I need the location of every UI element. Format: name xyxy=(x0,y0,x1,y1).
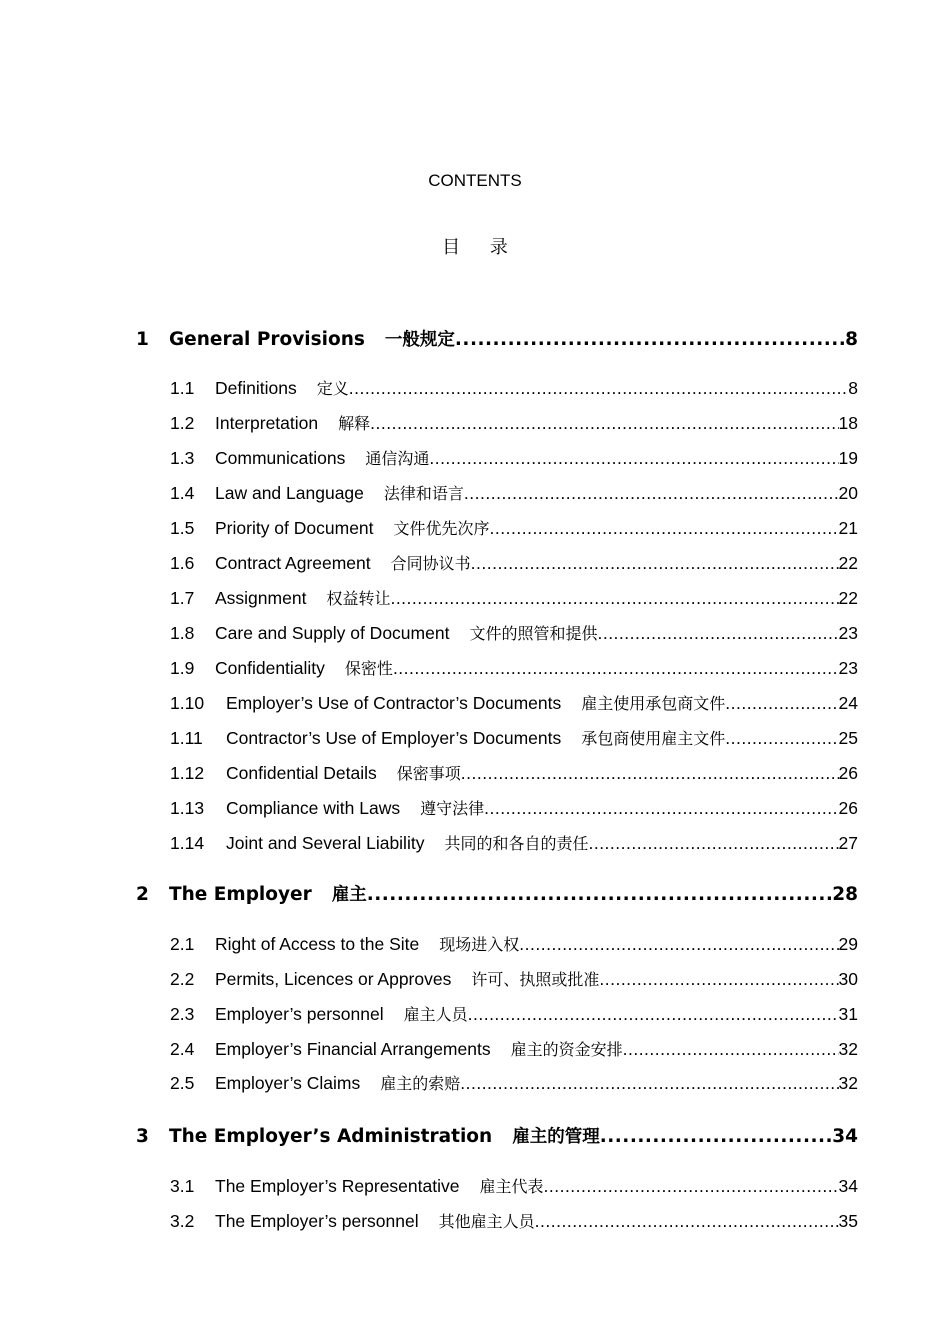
section-title: General Provisions xyxy=(169,329,365,350)
clause-title: Communications xyxy=(215,448,346,468)
toc-entry[interactable] xyxy=(170,796,858,821)
clause-title-chinese: 其他雇主人员 xyxy=(438,1212,535,1231)
section-title: The Employer xyxy=(169,884,312,905)
clause-title: Definitions xyxy=(215,378,297,398)
clause-number: 1.10 xyxy=(170,693,205,713)
toc-entry[interactable] xyxy=(170,411,858,436)
contents-title: CONTENTS xyxy=(428,171,522,190)
section-title-chinese: 雇主 xyxy=(331,885,367,905)
dot-leader xyxy=(370,411,838,435)
toc-entry[interactable] xyxy=(170,831,858,856)
toc-entry[interactable] xyxy=(170,656,858,681)
clause-title: Employer’s Use of Contractor’s Documents xyxy=(226,693,562,713)
clause-title-chinese: 文件优先次序 xyxy=(393,519,490,538)
clause-title-chinese: 通信沟通 xyxy=(365,449,430,468)
dot-leader xyxy=(597,621,838,645)
clause-title: The Employer’s personnel xyxy=(215,1211,419,1231)
clause-title-chinese: 遵守法律 xyxy=(420,799,485,818)
clause-number: 3.1 xyxy=(170,1176,195,1196)
page-number: 32 xyxy=(838,1073,858,1093)
page-number: 28 xyxy=(832,884,858,905)
dot-leader xyxy=(367,883,833,907)
toc-entry[interactable] xyxy=(170,1037,858,1062)
toc-entry[interactable] xyxy=(170,586,858,611)
dot-leader xyxy=(393,656,839,680)
clause-title-chinese: 共同的和各自的责任 xyxy=(444,834,589,853)
dot-leader xyxy=(725,726,838,750)
dot-leader xyxy=(349,376,849,400)
dot-leader xyxy=(490,516,839,540)
toc-entry[interactable] xyxy=(170,376,858,401)
toc-entry[interactable] xyxy=(170,726,858,751)
dot-leader xyxy=(623,1037,839,1061)
clause-number: 1.6 xyxy=(170,553,195,573)
toc-entry[interactable] xyxy=(170,932,858,957)
page-number: 24 xyxy=(838,693,858,713)
toc-entry[interactable] xyxy=(170,1174,858,1199)
clause-number: 3.2 xyxy=(170,1211,195,1231)
page-number: 19 xyxy=(838,448,858,468)
page-number: 23 xyxy=(838,658,858,678)
toc-entry[interactable] xyxy=(170,967,858,992)
dot-leader xyxy=(600,1125,833,1149)
clause-title: Priority of Document xyxy=(215,518,374,538)
toc-section[interactable] xyxy=(136,328,858,352)
clause-title: Employer’s Claims xyxy=(215,1073,361,1093)
toc-entry[interactable] xyxy=(170,551,858,576)
section-title-chinese: 雇主的管理 xyxy=(512,1127,600,1147)
dot-leader xyxy=(464,481,839,505)
toc-section[interactable] xyxy=(136,1125,858,1149)
clause-number: 1.5 xyxy=(170,518,195,538)
clause-title-chinese: 雇主代表 xyxy=(479,1177,544,1196)
clause-title-chinese: 许可、执照或批准 xyxy=(471,970,600,989)
clause-title-chinese: 解释 xyxy=(338,414,371,433)
clause-title: Right of Access to the Site xyxy=(215,934,420,954)
toc-entry[interactable] xyxy=(170,1071,858,1096)
toc-section[interactable] xyxy=(136,883,858,907)
page-number: 35 xyxy=(838,1211,858,1231)
dot-leader xyxy=(429,446,838,470)
page-number: 27 xyxy=(838,833,858,853)
page-number: 26 xyxy=(838,763,858,783)
page-number: 22 xyxy=(838,553,858,573)
clause-title: Confidential Details xyxy=(226,763,377,783)
page-number: 26 xyxy=(838,798,858,818)
clause-number: 1.2 xyxy=(170,413,195,433)
clause-title: The Employer’s Representative xyxy=(215,1176,460,1196)
toc-entry[interactable] xyxy=(170,516,858,541)
clause-title-chinese: 保密性 xyxy=(344,659,393,678)
section-title-chinese: 一般规定 xyxy=(384,330,455,350)
clause-title: Permits, Licences or Approves xyxy=(215,969,452,989)
clause-number: 2.4 xyxy=(170,1039,195,1059)
dot-leader xyxy=(468,1002,839,1026)
page-number: 22 xyxy=(838,588,858,608)
page-number: 18 xyxy=(838,413,858,433)
clause-number: 2.3 xyxy=(170,1004,195,1024)
dot-leader xyxy=(460,1071,838,1095)
page-number: 32 xyxy=(838,1039,858,1059)
clause-title: Care and Supply of Document xyxy=(215,623,450,643)
toc-entry[interactable] xyxy=(170,481,858,506)
clause-title-chinese: 现场进入权 xyxy=(439,935,520,954)
clause-title: Confidentiality xyxy=(215,658,325,678)
toc-entry[interactable] xyxy=(170,1209,858,1234)
clause-title-chinese: 雇主的索赔 xyxy=(380,1074,461,1093)
clause-title-chinese: 权益转让 xyxy=(326,589,391,608)
clause-title: Law and Language xyxy=(215,483,364,503)
section-number: 1 xyxy=(136,329,149,350)
dot-leader xyxy=(471,551,839,575)
clause-number: 1.11 xyxy=(170,728,203,748)
clause-title: Assignment xyxy=(215,588,307,608)
dot-leader xyxy=(544,1174,839,1198)
clause-title-chinese: 雇主使用承包商文件 xyxy=(581,694,726,713)
page-number: 29 xyxy=(838,934,858,954)
dot-leader xyxy=(455,328,845,352)
clause-title-chinese: 定义 xyxy=(316,379,349,398)
clause-title-chinese: 雇主的资金安排 xyxy=(510,1040,623,1059)
page-number: 31 xyxy=(838,1004,858,1024)
clause-title-chinese: 合同协议书 xyxy=(390,554,471,573)
page-number: 8 xyxy=(845,329,858,350)
clause-title: Contractor’s Use of Employer’s Documents xyxy=(226,728,562,748)
section-number: 3 xyxy=(136,1126,149,1147)
page-number: 23 xyxy=(838,623,858,643)
clause-title: Joint and Several Liability xyxy=(226,833,425,853)
clause-title: Contract Agreement xyxy=(215,553,371,573)
page-number: 25 xyxy=(838,728,858,748)
clause-number: 2.2 xyxy=(170,969,195,989)
clause-title-chinese: 文件的照管和提供 xyxy=(469,624,598,643)
clause-number: 2.1 xyxy=(170,934,195,954)
toc-entry[interactable] xyxy=(170,621,858,646)
dot-leader xyxy=(519,932,838,956)
clause-title: Employer’s Financial Arrangements xyxy=(215,1039,491,1059)
toc-entry[interactable] xyxy=(170,446,858,471)
contents-title-chinese: 目 录 xyxy=(442,237,520,258)
toc-entry[interactable] xyxy=(170,761,858,786)
dot-leader xyxy=(599,967,838,991)
clause-number: 1.13 xyxy=(170,798,205,818)
clause-title: Employer’s personnel xyxy=(215,1004,384,1024)
dot-leader xyxy=(535,1209,839,1233)
clause-number: 1.14 xyxy=(170,833,205,853)
page-number: 8 xyxy=(848,378,858,398)
clause-title-chinese: 法律和语言 xyxy=(383,484,464,503)
dot-leader xyxy=(484,796,838,820)
clause-number: 1.7 xyxy=(170,588,195,608)
clause-number: 1.4 xyxy=(170,483,195,503)
clause-title-chinese: 保密事项 xyxy=(396,764,461,783)
dot-leader xyxy=(461,761,839,785)
clause-number: 1.3 xyxy=(170,448,195,468)
page-number: 20 xyxy=(838,483,858,503)
section-number: 2 xyxy=(136,884,149,905)
clause-number: 1.8 xyxy=(170,623,195,643)
clause-title-chinese: 承包商使用雇主文件 xyxy=(581,729,726,748)
clause-number: 2.5 xyxy=(170,1073,195,1093)
page-number: 34 xyxy=(838,1176,858,1196)
page-number: 30 xyxy=(838,969,858,989)
clause-number: 1.9 xyxy=(170,658,195,678)
page-number: 21 xyxy=(838,518,858,538)
section-title: The Employer’s Administration xyxy=(169,1126,493,1147)
dot-leader xyxy=(390,586,838,610)
toc-entry[interactable] xyxy=(170,1002,858,1027)
clause-title: Interpretation xyxy=(215,413,319,433)
dot-leader xyxy=(725,691,838,715)
clause-title-chinese: 雇主人员 xyxy=(403,1005,468,1024)
dot-leader xyxy=(588,831,838,855)
toc-entry[interactable] xyxy=(170,691,858,716)
clause-number: 1.1 xyxy=(170,378,195,398)
clause-title: Compliance with Laws xyxy=(226,798,401,818)
page-number: 34 xyxy=(832,1126,858,1147)
clause-number: 1.12 xyxy=(170,763,205,783)
